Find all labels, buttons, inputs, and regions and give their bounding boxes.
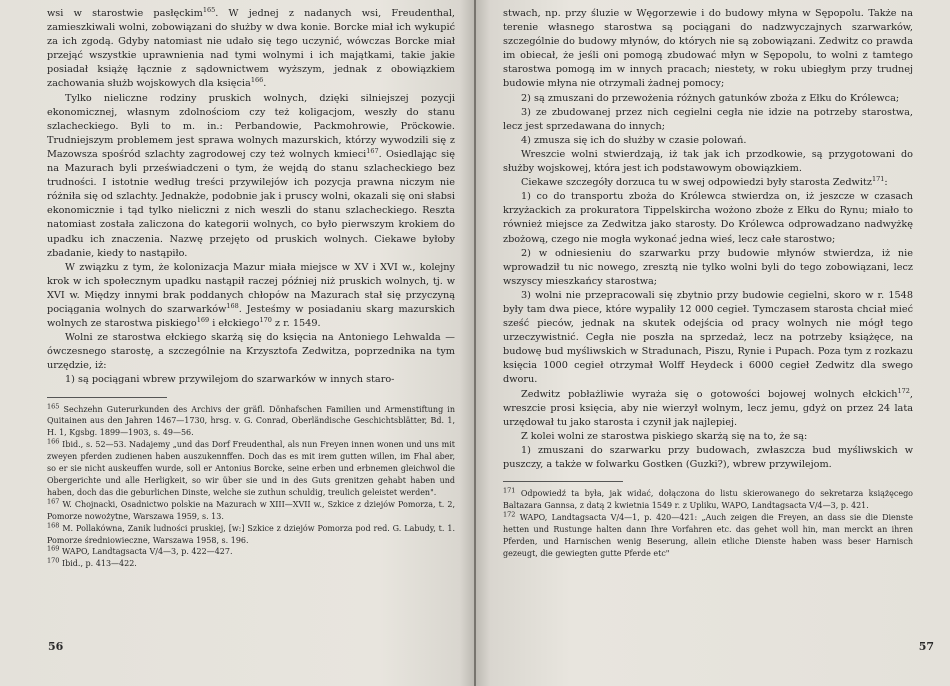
paragraph: [503, 444, 913, 472]
paragraph: [503, 289, 913, 388]
footnote: [47, 558, 455, 570]
paragraph: [47, 261, 455, 331]
footnote-number: 172: [503, 510, 516, 519]
footnote-number: 168: [47, 520, 60, 529]
text-run: .: [263, 78, 267, 90]
text-run: 1) zmuszani do szarwarku przy budowach, zwłaszcza bud myśliwskich w puszczy, a także w folwarku Gostken (Guzki?), wbrew przywilejom.: [503, 444, 913, 470]
text-run: 4) zmusza się ich do służby w czasie polowań.: [521, 134, 747, 146]
text-run: Tylko nieliczne rodziny pruskich wolnych, dzięki silniejszej pozycji ekonomicznej, własnym zdolnościom czy też koligacjom, weszły do stanu szlacheckiego. Byli to m. in.: Perbandowie, Packmohrowie, Pröckowie. Trudniejszym problemem jest sprawa wolnych mazurskich, którzy wywodzili się z Mazowsza spośród szlachty zagrodowej czy też wolnych kmieci: [47, 92, 455, 160]
text-run: Z kolei wolni ze starostwa piskiego skarżą się na to, że są:: [521, 430, 808, 442]
text-run: stwach, np. przy śluzie w Węgorzewie i do budowy młyna w Sępopolu. Także na terenie własnego starostwa są pociągani do nadzwyczajnych szarwarków, szczególnie do budowy młynów, do których nie są zobowiązani. Zedwitz co prawda im obiecał, że jeśli oni pomogą zbudować młyn w Sępopolu, to wolni z tamtego starostwa pomogą im w innych pracach; niestety, w roku ubiegłym przy trudnej budowie młyna nie otrzymali żadnej pomocy;: [503, 8, 913, 90]
right-body-text: [503, 7, 913, 472]
footnote-ref[interactable]: 170: [259, 315, 272, 324]
footnote-text: WAPO, Landtagsacta V/4—3, p. 422—427.: [61, 547, 233, 557]
text-run: 1) co do transportu zboża do Królewca stwierdza on, iż jeszcze w czasach krzyżackich za prokuratora Tippelskircha wożono zboże z Ełku do Rynu; miało to również miejsce za Zedwitza jako starosty. Do Królewca odprowadzano nadwyżkę zbożową, czego nie mogła wykonać jedna wieś, lecz całe starostwo;: [503, 191, 913, 245]
footnote-text: WAPO, Landtagsacta V/4—1, p. 420—421: „Auch zeigen die Freyen, an dass sie die Dienste hetten und Rustunge halten dann Ihre Vorfahren etc. das gehet woll hin, man merckt an ihren Pferden, und Harnischen wenig Beserung, allein etliche Dienste haben wass beser Harnisch gezeugt, die gewiegten gutte Pferde etc": [503, 512, 914, 558]
paragraph: [47, 331, 455, 373]
footnote-number: 170: [47, 556, 60, 565]
footnote: [47, 401, 455, 440]
paragraph: [503, 92, 913, 106]
footnote-ref[interactable]: 167: [366, 146, 379, 155]
footnote-text: M. Pollakówna, Zanik ludności pruskiej, [w:] Szkice z dziejów Pomorza pod red. G. Labudy, t. 1. Pomorze średniowieczne, Warszawa 1958, s. 196.: [47, 523, 455, 545]
footnote-ref[interactable]: 166: [250, 76, 264, 85]
text-run: i ełckiego: [209, 318, 260, 330]
footnote-ref[interactable]: 168: [226, 301, 239, 310]
paragraph: [503, 7, 913, 92]
paragraph: [47, 373, 455, 387]
paragraph: [503, 430, 913, 444]
footnote: [47, 546, 455, 558]
footnote-number: 165: [47, 401, 60, 410]
text-run: z r. 1549.: [271, 318, 321, 330]
text-run: , wreszcie prosi księcia, aby nie wierzył wolnym, lecz jemu, gdyż on przez 24 lata urzędował tu jako starosta i czynił jak najlepiej.: [503, 388, 913, 428]
footnote-text: Odpowiedź ta była, jak widać, dołączona do listu skierowanego do sekretarza książęcego Baltazara Gannsa, z datą 2 kwietnia 1549 r. z Upliku, WAPO, Landtagsacta V/4—3, p. 421.: [503, 489, 914, 510]
footnote-text: W. Chojnacki, Osadnictwo polskie na Mazurach w XIII—XVII w., Szkice z dziejów Pomorza, t. 2, Pomorze nowożytne, Warszawa 1959, s. 13.: [47, 499, 456, 521]
paragraph: [503, 388, 913, 430]
left-footnotes: [47, 401, 456, 571]
paragraph: [503, 190, 913, 246]
right-page: [476, 0, 950, 686]
footnote: [47, 520, 455, 547]
text-run: 2) w odniesieniu do szarwarku przy budowie młynów stwierdza, iż nie wprowadził tu nic nowego, zresztą nie tylko wolni byli do tego zobowiązani, lecz wszyscy mieszkańcy starostwa;: [503, 247, 913, 287]
left-page: [0, 0, 474, 686]
right-footnote-separator: [503, 481, 623, 482]
text-run: . Jesteśmy w posiadaniu skarg mazurskich wolnych ze starostwa piskiego: [47, 303, 455, 330]
footnote-number: 167: [47, 497, 60, 506]
footnote-ref[interactable]: 172: [897, 386, 910, 395]
footnote-number: 166: [47, 437, 60, 446]
text-run: Wolni ze starostwa ełckiego skarżą się do księcia na Antoniego Lehwalda — ówczesnego starostę, a szczególnie na Krzysztofa Zedwitza, poprzednika na tym urzędzie, iż:: [47, 332, 455, 372]
paragraph: [503, 106, 913, 134]
text-run: wsi w starostwie pasłęckim: [47, 8, 203, 19]
text-run: 3) ze zbudowanej przez nich cegielni cegła nie idzie na potrzeby starostwa, lecz jest sprzedawana do innych;: [503, 106, 913, 132]
footnote: [503, 488, 913, 512]
footnote-ref[interactable]: 171: [871, 174, 885, 183]
page-number-right: 57: [918, 640, 934, 653]
left-body-text: [47, 7, 455, 388]
footnote-ref[interactable]: 165: [202, 5, 216, 14]
footnote-text: Ibid., p. 413—422.: [61, 559, 137, 569]
text-run: Ciekawe szczegóły dorzuca tu w swej odpowiedzi były starosta Zedwitz: [521, 177, 872, 189]
text-run: :: [884, 177, 888, 189]
footnote-ref[interactable]: 169: [196, 315, 210, 324]
paragraph: [47, 92, 455, 261]
paragraph: [503, 148, 913, 176]
footnote: [47, 439, 455, 499]
paragraph: [503, 176, 913, 190]
footnote-number: 171: [503, 486, 516, 495]
footnote: [47, 499, 455, 523]
right-text-column: [503, 7, 913, 560]
text-run: 2) są zmuszani do przewożenia różnych gatunków zboża z Ełku do Królewca;: [521, 92, 900, 104]
paragraph: [47, 7, 455, 92]
left-footnote-separator: [47, 397, 167, 398]
text-run: Wreszcie wolni stwierdzają, iż tak jak ich przodkowie, są przygotowani do służby wojskowej, która jest ich podstawowym obowiązkiem.: [503, 148, 913, 175]
right-footnotes: [503, 488, 913, 559]
footnote-text: Sechzehn Guterurkunden des Archivs der gräfl. Dönhafschen Familien und Armenstiftung in Quitainen aus den Jahren 1467—1730, hrsg. v. G. Conrad, Oberländische Geschichtsblätter, Bd. 1, H. 1, Kgsbg. 1899—1903, s. 49—56.: [47, 404, 455, 438]
left-text-column: [47, 7, 455, 570]
text-run: 3) wolni nie przepracowali się zbytnio przy budowie cegielni, skoro w r. 1548 były tam dwa piece, które wypaliły 12 000 cegieł. Tymczasem starosta chciał mieć sześć pieców, jednak na skutek odejścia od pracy wolnych nie mógł tego urzeczywistnić. Cegła nie poszła na sprzedaż, lecz na potrzeby książęce, na budowę bud myśliwskich w Stradunach, Piszu, Rynie i Pupach. Poza tym z rozkazu księcia 1000 cegieł otrzymał Wolff Heydeck i 6000 cegieł Zedwitz dla swego dworu.: [503, 289, 913, 386]
text-run: . W jednej z nadanych wsi, Freudenthal, zamieszkiwali wolni, zobowiązani do służby w dwa konie. Borcke miał ich wykupić za ich zgodą. Gdyby natomiast nie udało się tego uczynić, wówczas Borcke miał przejąć wszystkie uprawnienia nad tymi wolnymi i ich majątkami, takie jakie posiadał książę łącznie z sądownictwem wyższym, jednak z obowiązkiem zachowania służb wojskowych dla księcia: [47, 8, 455, 90]
footnote-text: Ibid., s. 52—53. Nadajemy „und das Dorf Freudenthal, als nun Freyen innen wonen und uns mit zweyen pferden zudienen haben auszukennffen. Doch das es mit irem gutten willen, im Fhal aber, so er sie nicht auskeuffen wurde, soll er Antonius Borcke, seine erben und erbnemen gleichwol die Obergerichte und alle Herligkeit, so wir über sie und in des Guts grenitzen gehabt haben und haben, doch das die geburlichen Dinste, welche sie zuthun schuldig, treulich geleistet werden".: [47, 440, 455, 497]
text-run: W związku z tym, że kolonizacja Mazur miała miejsce w XV i XVI w., kolejny krok w ich społecznym upadku nastąpił raczej później niż pruskich wolnych, tj. w XVI w. Między innymi brak poddanych chłopów na Mazurach stał się przyczyną pociągania wolnych do szarwarków: [47, 261, 455, 315]
text-run: . Osiedlając się na Mazurach byli przeświadczeni o tym, że wejdą do stanu szlacheckiego bez trudności. I istotnie według treści przywilejów ich pozycja prawna niczym nie różniła się od szlachty. Jednakże, podobnie jak i pruscy wolni, okazali się oni słabsi ekonomicznie i tąd tylko nieliczni z nich weszli do stanu szlacheckiego. Reszta natomiast została zaliczona do kategorii wolnych, co było pierwszym krokiem do upadku ich znaczenia. Nazwę przejęto od pruskich wolnych. Ciekawe byłoby zbadanie, kiedy to nastąpiło.: [47, 148, 455, 259]
text-run: 1) są pociągani wbrew przywilejom do szarwarków w innych staro-: [65, 374, 395, 386]
text-run: Zedwitz pobłażliwie wyraża się o gotowości bojowej wolnych ełckich: [521, 388, 898, 400]
page-number-left: 56: [48, 640, 64, 653]
footnote: [503, 512, 913, 560]
footnote-number: 169: [47, 544, 60, 553]
paragraph: [503, 134, 913, 148]
paragraph: [503, 247, 913, 289]
